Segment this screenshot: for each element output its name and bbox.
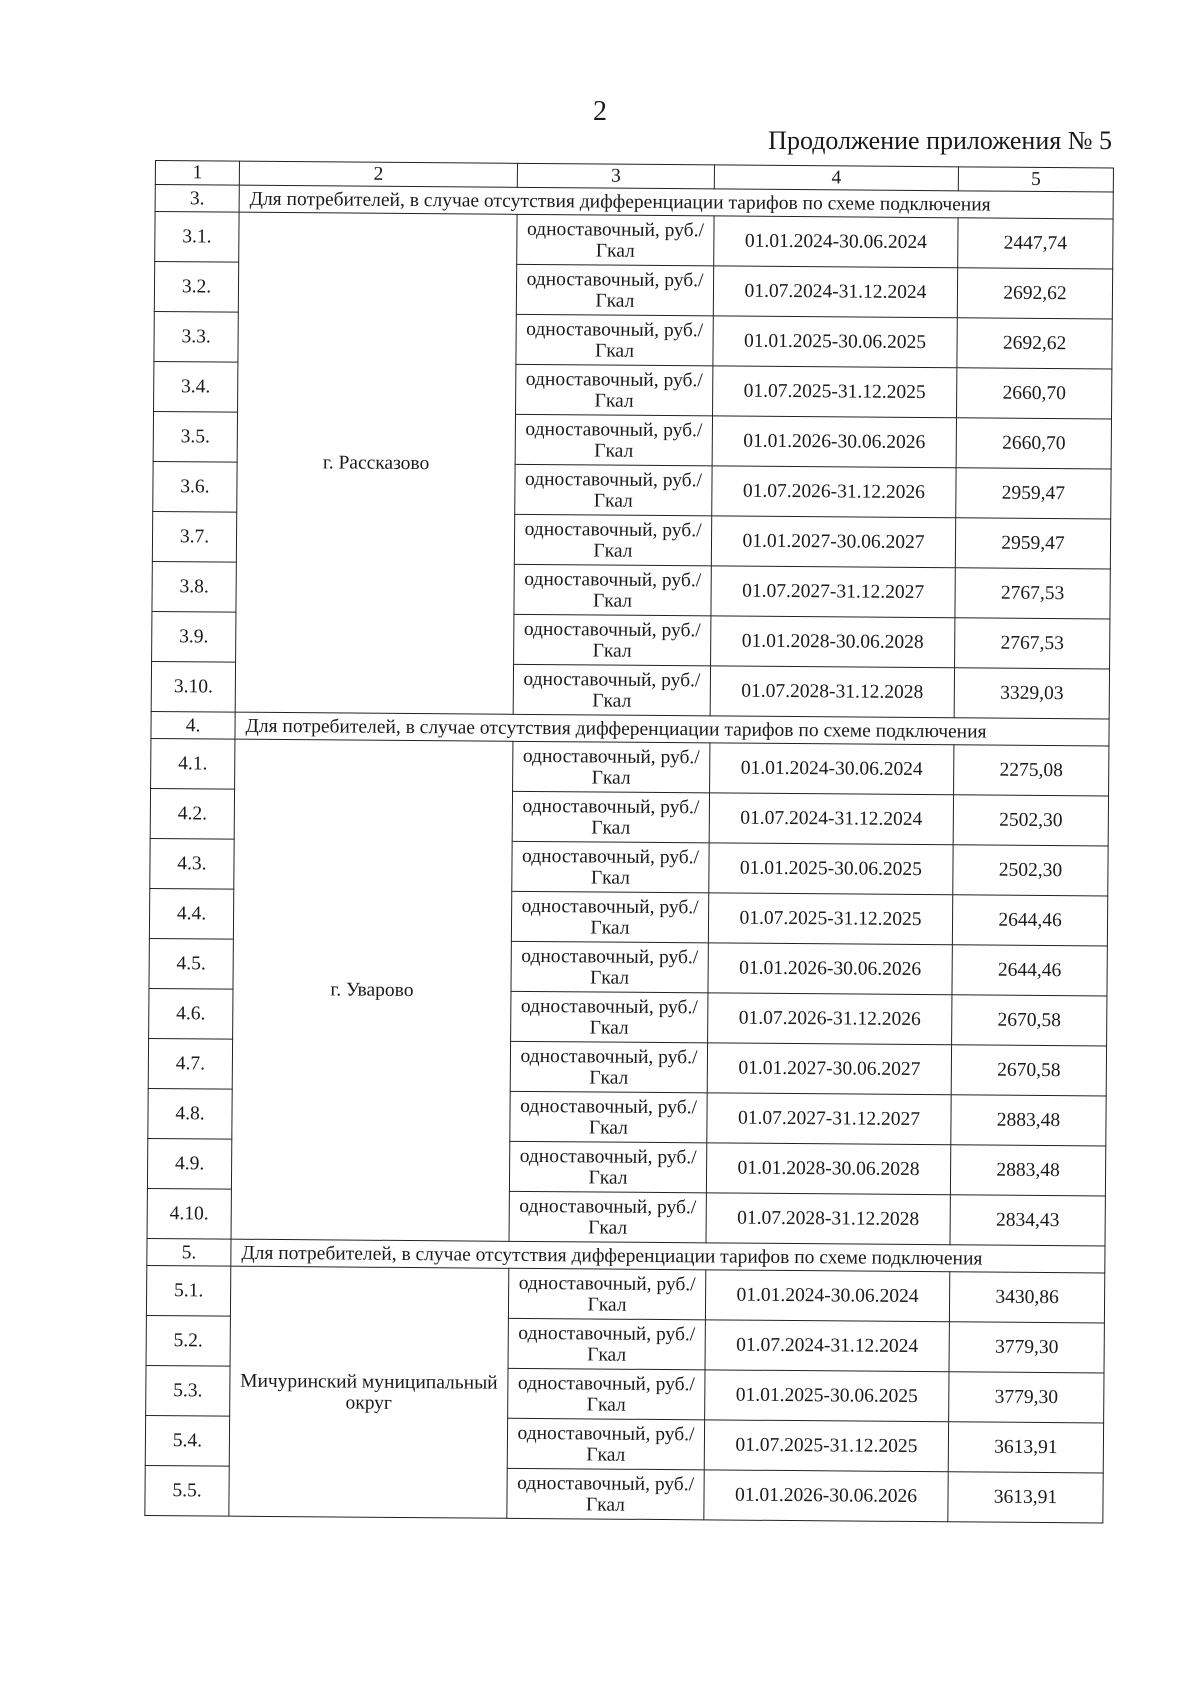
row-number: 3.2.	[154, 262, 238, 313]
tariff-value: 2644,46	[952, 895, 1107, 946]
locality-name: г. Уварово	[231, 739, 513, 1241]
row-number: 5.3.	[146, 1365, 230, 1416]
tariff-period: 01.01.2024-30.06.2024	[705, 1270, 949, 1322]
section-title: Для потребителей, в случае отсутствия дифференциации тарифов по схеме подключения	[239, 185, 1113, 219]
tariff-value: 2959,47	[955, 518, 1110, 569]
tariff-type: одноставочный, руб./Гкал	[513, 741, 710, 793]
tariff-value: 2670,58	[952, 995, 1107, 1046]
tariff-value: 2275,08	[954, 745, 1109, 796]
appendix-continuation-note: Продолжение приложения № 5	[768, 126, 1112, 155]
tariff-type: одноставочный, руб./Гкал	[515, 464, 712, 516]
row-number: 5.1.	[146, 1265, 230, 1316]
tariff-table-body	[145, 161, 1114, 1523]
tariff-type: одноставочный, руб./Гкал	[517, 214, 714, 266]
tariff-value: 2959,47	[956, 468, 1111, 519]
table-row	[155, 212, 1113, 270]
tariff-type: одноставочный, руб./Гкал	[509, 1191, 706, 1243]
tariff-value: 2883,48	[950, 1145, 1105, 1196]
tariff-type: одноставочный, руб./Гкал	[514, 614, 711, 666]
tariff-period: 01.07.2024-31.12.2024	[709, 793, 953, 845]
tariff-period: 01.01.2028-30.06.2028	[711, 616, 955, 668]
locality-name: Мичуринский муниципальный округ	[229, 1266, 509, 1518]
tariff-table	[144, 160, 1114, 1523]
column-number: 1	[155, 161, 239, 186]
tariff-type: одноставочный, руб./Гкал	[507, 1418, 704, 1470]
section-title: Для потребителей, в случае отсутствия дифференциации тарифов по схеме подключения	[231, 1239, 1105, 1273]
tariff-value: 2447,74	[958, 218, 1113, 269]
tariff-type: одноставочный, руб./Гкал	[510, 1041, 707, 1093]
row-number: 4.2.	[150, 788, 234, 839]
column-number: 4	[714, 165, 958, 191]
section-number: 4.	[151, 711, 235, 739]
section-number: 3.	[155, 185, 239, 213]
tariff-value: 3430,86	[949, 1272, 1104, 1323]
tariff-value: 2767,53	[955, 568, 1110, 619]
tariff-value: 2502,30	[953, 845, 1108, 896]
row-number: 4.3.	[150, 838, 234, 889]
tariff-type: одноставочный, руб./Гкал	[513, 664, 710, 716]
row-number: 3.8.	[152, 561, 236, 612]
tariff-value: 2692,62	[957, 318, 1112, 369]
tariff-type: одноставочный, руб./Гкал	[516, 314, 713, 366]
row-number: 4.6.	[149, 988, 233, 1039]
tariff-value: 2670,58	[951, 1045, 1106, 1096]
tariff-type: одноставочный, руб./Гкал	[514, 564, 711, 616]
tariff-period: 01.07.2024-31.12.2024	[713, 266, 957, 318]
tariff-value: 3613,91	[948, 1422, 1103, 1473]
table-row	[146, 1265, 1104, 1323]
row-number: 4.8.	[148, 1088, 232, 1139]
page-number: 2	[593, 96, 607, 127]
tariff-value: 2502,30	[953, 795, 1108, 846]
tariff-type: одноставочный, руб./Гкал	[507, 1468, 704, 1520]
row-number: 4.10.	[147, 1188, 231, 1239]
tariff-value: 2692,62	[957, 268, 1112, 319]
tariff-type: одноставочный, руб./Гкал	[516, 264, 713, 316]
row-number: 4.5.	[149, 938, 233, 989]
tariff-period: 01.07.2025-31.12.2025	[704, 1420, 948, 1472]
tariff-value: 3779,30	[949, 1372, 1104, 1423]
tariff-period: 01.01.2025-30.06.2025	[705, 1370, 949, 1422]
column-number: 3	[517, 163, 714, 189]
tariff-period: 01.07.2027-31.12.2027	[711, 566, 955, 618]
tariff-period: 01.01.2028-30.06.2028	[706, 1143, 950, 1195]
row-number: 3.10.	[151, 661, 235, 712]
tariff-value: 2660,70	[956, 418, 1111, 469]
tariff-period: 01.07.2028-31.12.2028	[710, 666, 954, 718]
tariff-type: одноставочный, руб./Гкал	[515, 414, 712, 466]
tariff-value: 3329,03	[954, 668, 1109, 719]
tariff-value: 2834,43	[950, 1195, 1105, 1246]
tariff-value: 2767,53	[955, 618, 1110, 669]
row-number: 3.7.	[152, 511, 236, 562]
row-number: 5.2.	[146, 1315, 230, 1366]
tariff-period: 01.01.2027-30.06.2027	[711, 516, 955, 568]
locality-name: г. Рассказово	[235, 212, 517, 714]
tariff-value: 3613,91	[948, 1472, 1103, 1523]
row-number: 4.9.	[147, 1138, 231, 1189]
tariff-type: одноставочный, руб./Гкал	[512, 841, 709, 893]
tariff-type: одноставочный, руб./Гкал	[508, 1318, 705, 1370]
tariff-period: 01.01.2024-30.06.2024	[714, 216, 958, 268]
row-number: 4.7.	[148, 1038, 232, 1089]
tariff-value: 3779,30	[949, 1322, 1104, 1373]
section-number: 5.	[147, 1238, 231, 1266]
tariff-period: 01.07.2026-31.12.2026	[712, 466, 956, 518]
tariff-type: одноставочный, руб./Гкал	[514, 514, 711, 566]
tariff-period: 01.07.2025-31.12.2025	[708, 893, 952, 945]
tariff-type: одноставочный, руб./Гкал	[511, 891, 708, 943]
tariff-period: 01.07.2028-31.12.2028	[706, 1193, 950, 1245]
tariff-value: 2883,48	[951, 1095, 1106, 1146]
tariff-period: 01.01.2024-30.06.2024	[710, 743, 954, 795]
tariff-type: одноставочный, руб./Гкал	[510, 1091, 707, 1143]
section-title: Для потребителей, в случае отсутствия дифференциации тарифов по схеме подключения	[235, 712, 1109, 746]
tariff-period: 01.07.2026-31.12.2026	[708, 993, 952, 1045]
tariff-period: 01.07.2027-31.12.2027	[707, 1093, 951, 1145]
tariff-type: одноставочный, руб./Гкал	[511, 991, 708, 1043]
tariff-type: одноставочный, руб./Гкал	[516, 364, 713, 416]
tariff-period: 01.01.2027-30.06.2027	[707, 1043, 951, 1095]
tariff-value: 2660,70	[956, 368, 1111, 419]
row-number: 3.1.	[155, 212, 239, 263]
row-number: 4.4.	[149, 888, 233, 939]
column-number: 5	[958, 167, 1113, 192]
tariff-period: 01.01.2025-30.06.2025	[713, 316, 957, 368]
tariff-type: одноставочный, руб./Гкал	[512, 791, 709, 843]
tariff-period: 01.07.2025-31.12.2025	[713, 366, 957, 418]
tariff-period: 01.01.2026-30.06.2026	[704, 1470, 948, 1522]
row-number: 3.3.	[154, 311, 238, 362]
tariff-period: 01.07.2024-31.12.2024	[705, 1320, 949, 1372]
tariff-period: 01.01.2026-30.06.2026	[708, 943, 952, 995]
table-row	[151, 738, 1109, 796]
row-number: 3.9.	[152, 611, 236, 662]
tariff-period: 01.01.2026-30.06.2026	[712, 416, 956, 468]
tariff-period: 01.01.2025-30.06.2025	[709, 843, 953, 895]
tariff-type: одноставочный, руб./Гкал	[511, 941, 708, 993]
row-number: 3.5.	[153, 411, 237, 462]
row-number: 5.4.	[145, 1415, 229, 1466]
tariff-value: 2644,46	[952, 945, 1107, 996]
tariff-type: одноставочный, руб./Гкал	[508, 1368, 705, 1420]
row-number: 3.4.	[154, 361, 238, 412]
tariff-type: одноставочный, руб./Гкал	[509, 1141, 706, 1193]
tariff-type: одноставочный, руб./Гкал	[508, 1268, 705, 1320]
row-number: 5.5.	[145, 1465, 229, 1516]
row-number: 4.1.	[151, 738, 235, 789]
column-number: 2	[239, 161, 517, 187]
row-number: 3.6.	[153, 461, 237, 512]
